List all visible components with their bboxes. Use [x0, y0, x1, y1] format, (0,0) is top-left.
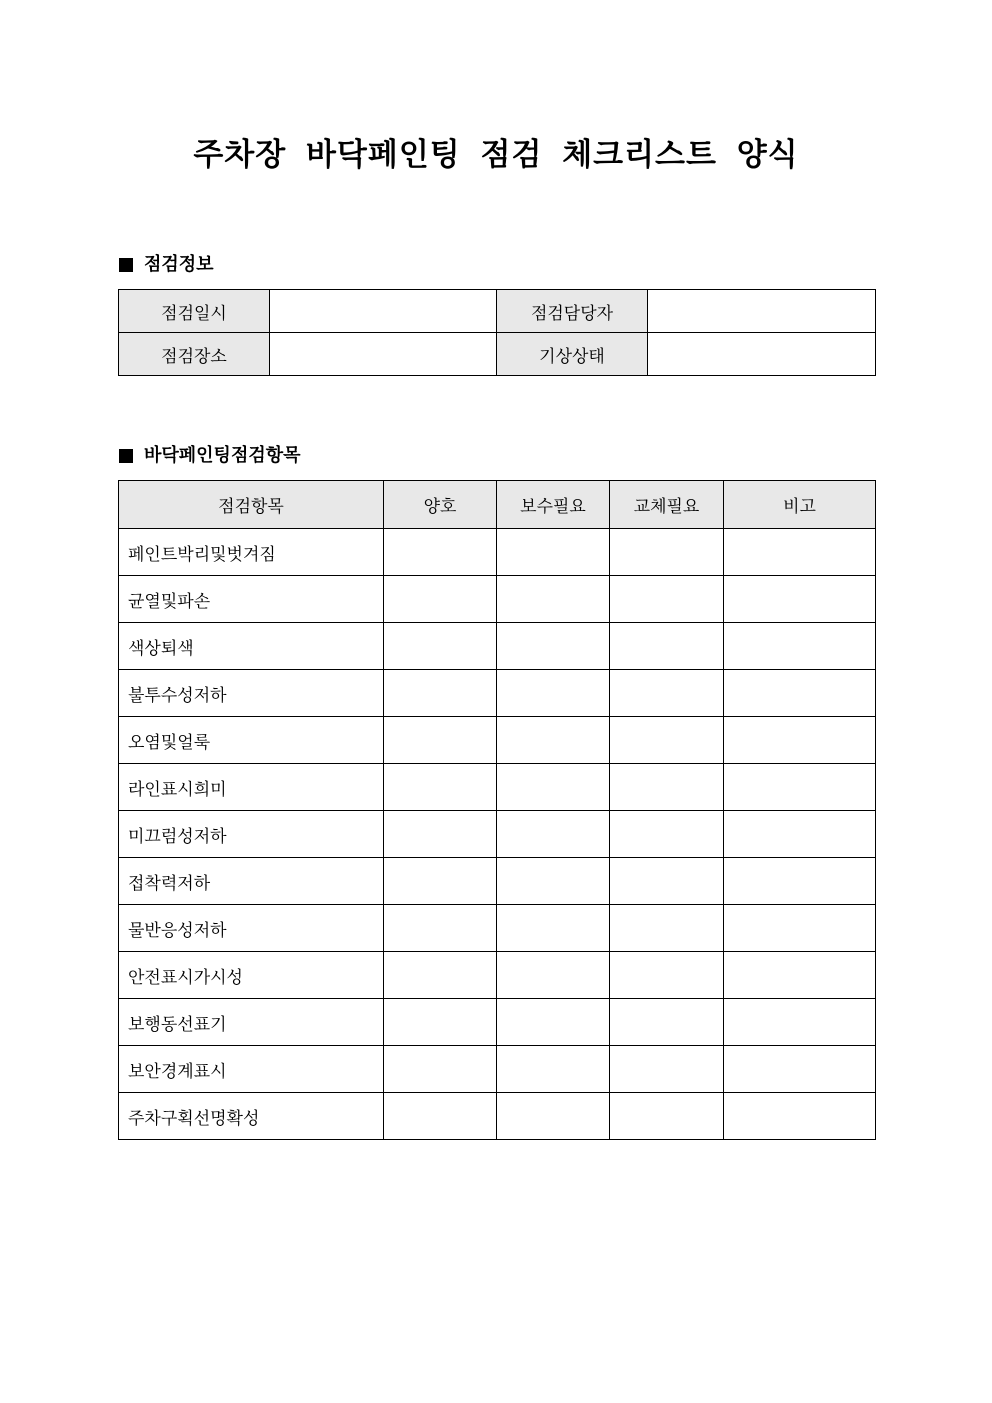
remarks-cell[interactable] — [724, 905, 876, 952]
info-section-heading — [119, 252, 214, 278]
good-cell[interactable] — [384, 764, 497, 811]
check-item-label: 미끄럼성저하 — [119, 811, 384, 858]
table-row — [119, 576, 876, 623]
good-cell[interactable] — [384, 576, 497, 623]
location-field[interactable] — [270, 333, 497, 376]
replace-cell[interactable] — [610, 576, 724, 623]
column-header-replace: 교체필요 — [610, 481, 724, 529]
check-item-label: 균열및파손 — [119, 576, 384, 623]
remarks-cell[interactable] — [724, 1093, 876, 1140]
remarks-cell[interactable] — [724, 623, 876, 670]
check-item-label: 접착력저하 — [119, 858, 384, 905]
date-label: 점검일시 — [119, 290, 270, 333]
good-cell[interactable] — [384, 529, 497, 576]
table-row — [119, 623, 876, 670]
info-row-2 — [119, 333, 876, 376]
table-row — [119, 529, 876, 576]
remarks-cell[interactable] — [724, 858, 876, 905]
replace-cell[interactable] — [610, 1046, 724, 1093]
column-header-good: 양호 — [384, 481, 497, 529]
good-cell[interactable] — [384, 858, 497, 905]
good-cell[interactable] — [384, 905, 497, 952]
check-section-title: 바닥페인팅점검항목 — [144, 445, 301, 466]
repair-cell[interactable] — [497, 764, 610, 811]
checklist-body — [119, 529, 876, 1140]
remarks-cell[interactable] — [724, 952, 876, 999]
good-cell[interactable] — [384, 811, 497, 858]
check-item-label: 라인표시희미 — [119, 764, 384, 811]
checklist-header-row — [119, 481, 876, 529]
remarks-cell[interactable] — [724, 1046, 876, 1093]
repair-cell[interactable] — [497, 1093, 610, 1140]
check-item-label: 보안경계표시 — [119, 1046, 384, 1093]
good-cell[interactable] — [384, 670, 497, 717]
check-item-label: 물반응성저하 — [119, 905, 384, 952]
weather-field[interactable] — [648, 333, 876, 376]
column-header-remarks: 비고 — [724, 481, 876, 529]
inspector-label: 점검담당자 — [497, 290, 648, 333]
date-field[interactable] — [270, 290, 497, 333]
table-row — [119, 858, 876, 905]
column-header-item: 점검항목 — [119, 481, 384, 529]
good-cell[interactable] — [384, 999, 497, 1046]
table-row — [119, 811, 876, 858]
remarks-cell[interactable] — [724, 717, 876, 764]
replace-cell[interactable] — [610, 858, 724, 905]
replace-cell[interactable] — [610, 670, 724, 717]
remarks-cell[interactable] — [724, 811, 876, 858]
column-header-repair: 보수필요 — [497, 481, 610, 529]
good-cell[interactable] — [384, 1093, 497, 1140]
repair-cell[interactable] — [497, 529, 610, 576]
table-row — [119, 670, 876, 717]
good-cell[interactable] — [384, 717, 497, 764]
remarks-cell[interactable] — [724, 999, 876, 1046]
repair-cell[interactable] — [497, 717, 610, 764]
weather-label: 기상상태 — [497, 333, 648, 376]
check-item-label: 보행동선표기 — [119, 999, 384, 1046]
remarks-cell[interactable] — [724, 576, 876, 623]
info-section-title: 점검정보 — [144, 254, 214, 275]
replace-cell[interactable] — [610, 1093, 724, 1140]
good-cell[interactable] — [384, 952, 497, 999]
replace-cell[interactable] — [610, 905, 724, 952]
repair-cell[interactable] — [497, 623, 610, 670]
good-cell[interactable] — [384, 1046, 497, 1093]
good-cell[interactable] — [384, 623, 497, 670]
remarks-cell[interactable] — [724, 670, 876, 717]
repair-cell[interactable] — [497, 576, 610, 623]
square-bullet-icon — [119, 258, 133, 272]
check-item-label: 색상퇴색 — [119, 623, 384, 670]
inspector-field[interactable] — [648, 290, 876, 333]
page-title: 주차장 바닥페인팅 점검 체크리스트 양식 — [193, 137, 799, 173]
check-item-label: 오염및얼룩 — [119, 717, 384, 764]
replace-cell[interactable] — [610, 717, 724, 764]
replace-cell[interactable] — [610, 529, 724, 576]
remarks-cell[interactable] — [724, 529, 876, 576]
location-label: 점검장소 — [119, 333, 270, 376]
replace-cell[interactable] — [610, 999, 724, 1046]
replace-cell[interactable] — [610, 623, 724, 670]
table-row — [119, 1046, 876, 1093]
remarks-cell[interactable] — [724, 764, 876, 811]
repair-cell[interactable] — [497, 811, 610, 858]
check-item-label: 안전표시가시성 — [119, 952, 384, 999]
repair-cell[interactable] — [497, 858, 610, 905]
info-table — [118, 289, 876, 376]
table-row — [119, 717, 876, 764]
checklist-table — [118, 480, 876, 1140]
repair-cell[interactable] — [497, 905, 610, 952]
check-item-label: 주차구획선명확성 — [119, 1093, 384, 1140]
info-row-1 — [119, 290, 876, 333]
table-row — [119, 1093, 876, 1140]
table-row — [119, 952, 876, 999]
table-row — [119, 764, 876, 811]
check-item-label: 페인트박리및벗겨짐 — [119, 529, 384, 576]
replace-cell[interactable] — [610, 811, 724, 858]
table-row — [119, 999, 876, 1046]
check-item-label: 불투수성저하 — [119, 670, 384, 717]
repair-cell[interactable] — [497, 670, 610, 717]
repair-cell[interactable] — [497, 999, 610, 1046]
replace-cell[interactable] — [610, 764, 724, 811]
repair-cell[interactable] — [497, 1046, 610, 1093]
repair-cell[interactable] — [497, 952, 610, 999]
square-bullet-icon — [119, 449, 133, 463]
check-section-heading — [119, 443, 301, 469]
table-row — [119, 905, 876, 952]
replace-cell[interactable] — [610, 952, 724, 999]
